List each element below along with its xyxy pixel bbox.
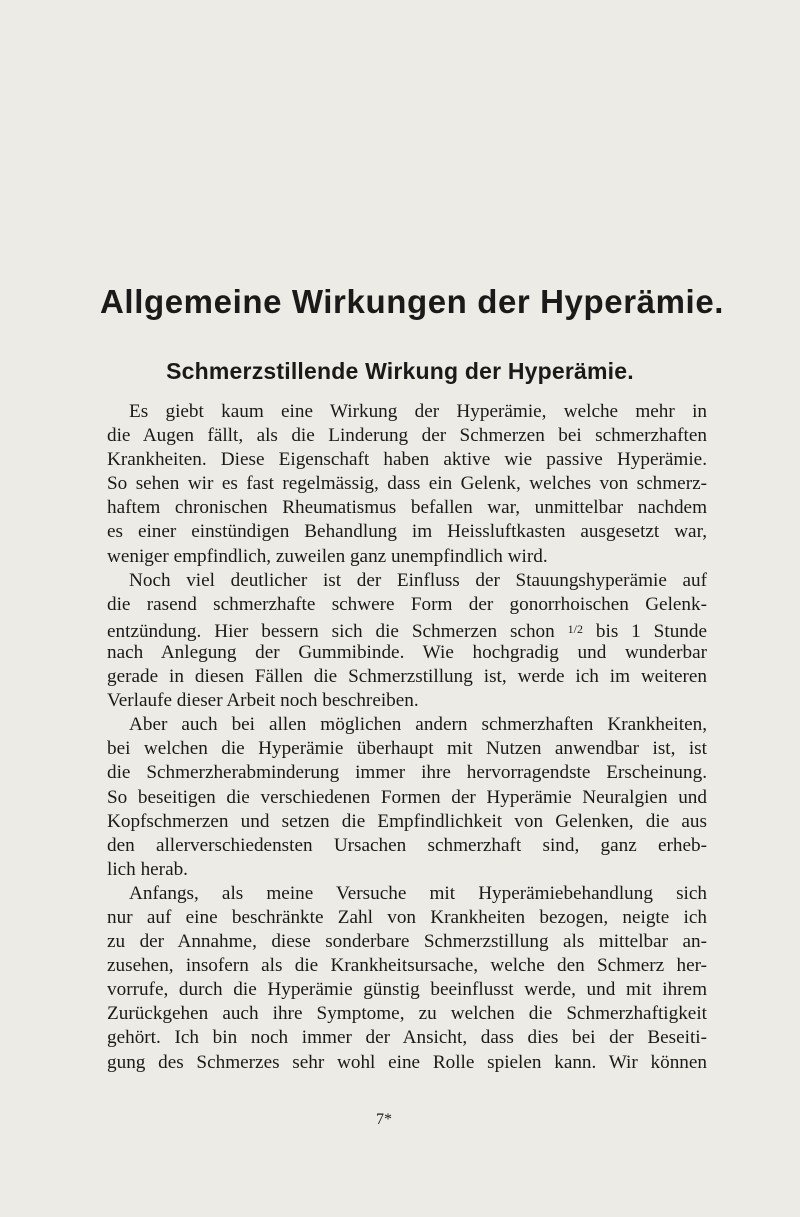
text-line: die Augen fällt, als die Linderung der Schmerzen bei schmerzhaften [107, 425, 707, 447]
text-line: vorrufe, durch die Hyperämie günstig beeinflusst werde, und mit ihrem [107, 979, 707, 1001]
text-line: zu der Annahme, diese sonderbare Schmerzstillung als mittelbar an- [107, 931, 707, 953]
body-text [107, 400, 707, 1075]
text-line: Zurückgehen auch ihre Symptome, zu welchen die Schmerzhaftigkeit [107, 1003, 707, 1025]
text-line: haftem chronischen Rheumatismus befallen war, unmittelbar nachdem [107, 497, 707, 519]
text-line: lich herab. [107, 858, 188, 880]
text-line: gerade in diesen Fällen die Schmerzstillung ist, werde ich im weiteren [107, 666, 707, 688]
text-segment: bis 1 Stunde [595, 620, 707, 642]
text-line: So beseitigen die verschiedenen Formen der Hyperämie Neuralgien und [107, 786, 707, 808]
text-line: gung des Schmerzes sehr wohl eine Rolle spielen kann. Wir können [107, 1051, 707, 1073]
text-line: Es giebt kaum eine Wirkung der Hyperämie, welche mehr in [129, 401, 707, 422]
text-line: Aber auch bei allen möglichen andern schmerzhaften Krankheiten, [129, 714, 707, 736]
text-line: bei welchen die Hyperämie überhaupt mit Nutzen anwendbar ist, ist [107, 738, 707, 760]
text-line: Anfangs, als meine Versuche mit Hyperämiebehandlung sich [129, 882, 707, 904]
text-segment: entzündung. Hier bessern sich die Schmerzen schon [107, 620, 555, 642]
text-line: weniger empfindlich, zuweilen ganz unempfindlich wird. [107, 545, 548, 567]
text-line: nur auf eine beschränkte Zahl von Krankheiten bezogen, neigte ich [107, 906, 707, 928]
page-title: Allgemeine Wirkungen der Hyperämie. [100, 283, 725, 320]
text-line: es einer einstündigen Behandlung im Heissluftkasten ausgesetzt war, [107, 521, 707, 543]
text-line: den allerverschiedensten Ursachen schmerzhaft sind, ganz erheb- [107, 834, 707, 856]
signature-mark: 7* [376, 1111, 392, 1128]
text-line: zusehen, insofern als die Krankheitsursache, welche den Schmerz her- [107, 955, 707, 977]
text-line: So sehen wir es fast regelmässig, dass ein Gelenk, welches von schmerz- [107, 473, 707, 495]
text-line: die Schmerzherabminderung immer ihre hervorragendste Erscheinung. [107, 762, 707, 784]
text-line-with-fraction [107, 617, 707, 641]
text-line: gehört. Ich bin noch immer der Ansicht, dass dies bei der Beseiti- [107, 1027, 707, 1049]
text-line: Kopfschmerzen und setzen die Empfindlichkeit von Gelenken, die aus [107, 810, 707, 832]
section-title: Schmerzstillende Wirkung der Hyperämie. [166, 358, 634, 384]
text-line: Verlaufe dieser Arbeit noch beschreiben. [107, 690, 419, 712]
text-line: die rasend schmerzhafte schwere Form der gonorrhoischen Gelenk- [107, 593, 707, 615]
text-line: Krankheiten. Diese Eigenschaft haben aktive wie passive Hyperämie. [107, 449, 707, 471]
fraction: 1/2 [567, 621, 583, 636]
text-line: Noch viel deutlicher ist der Einfluss der Stauungshyperämie auf [129, 569, 707, 591]
text-line: nach Anlegung der Gummibinde. Wie hochgradig und wunderbar [107, 641, 707, 663]
